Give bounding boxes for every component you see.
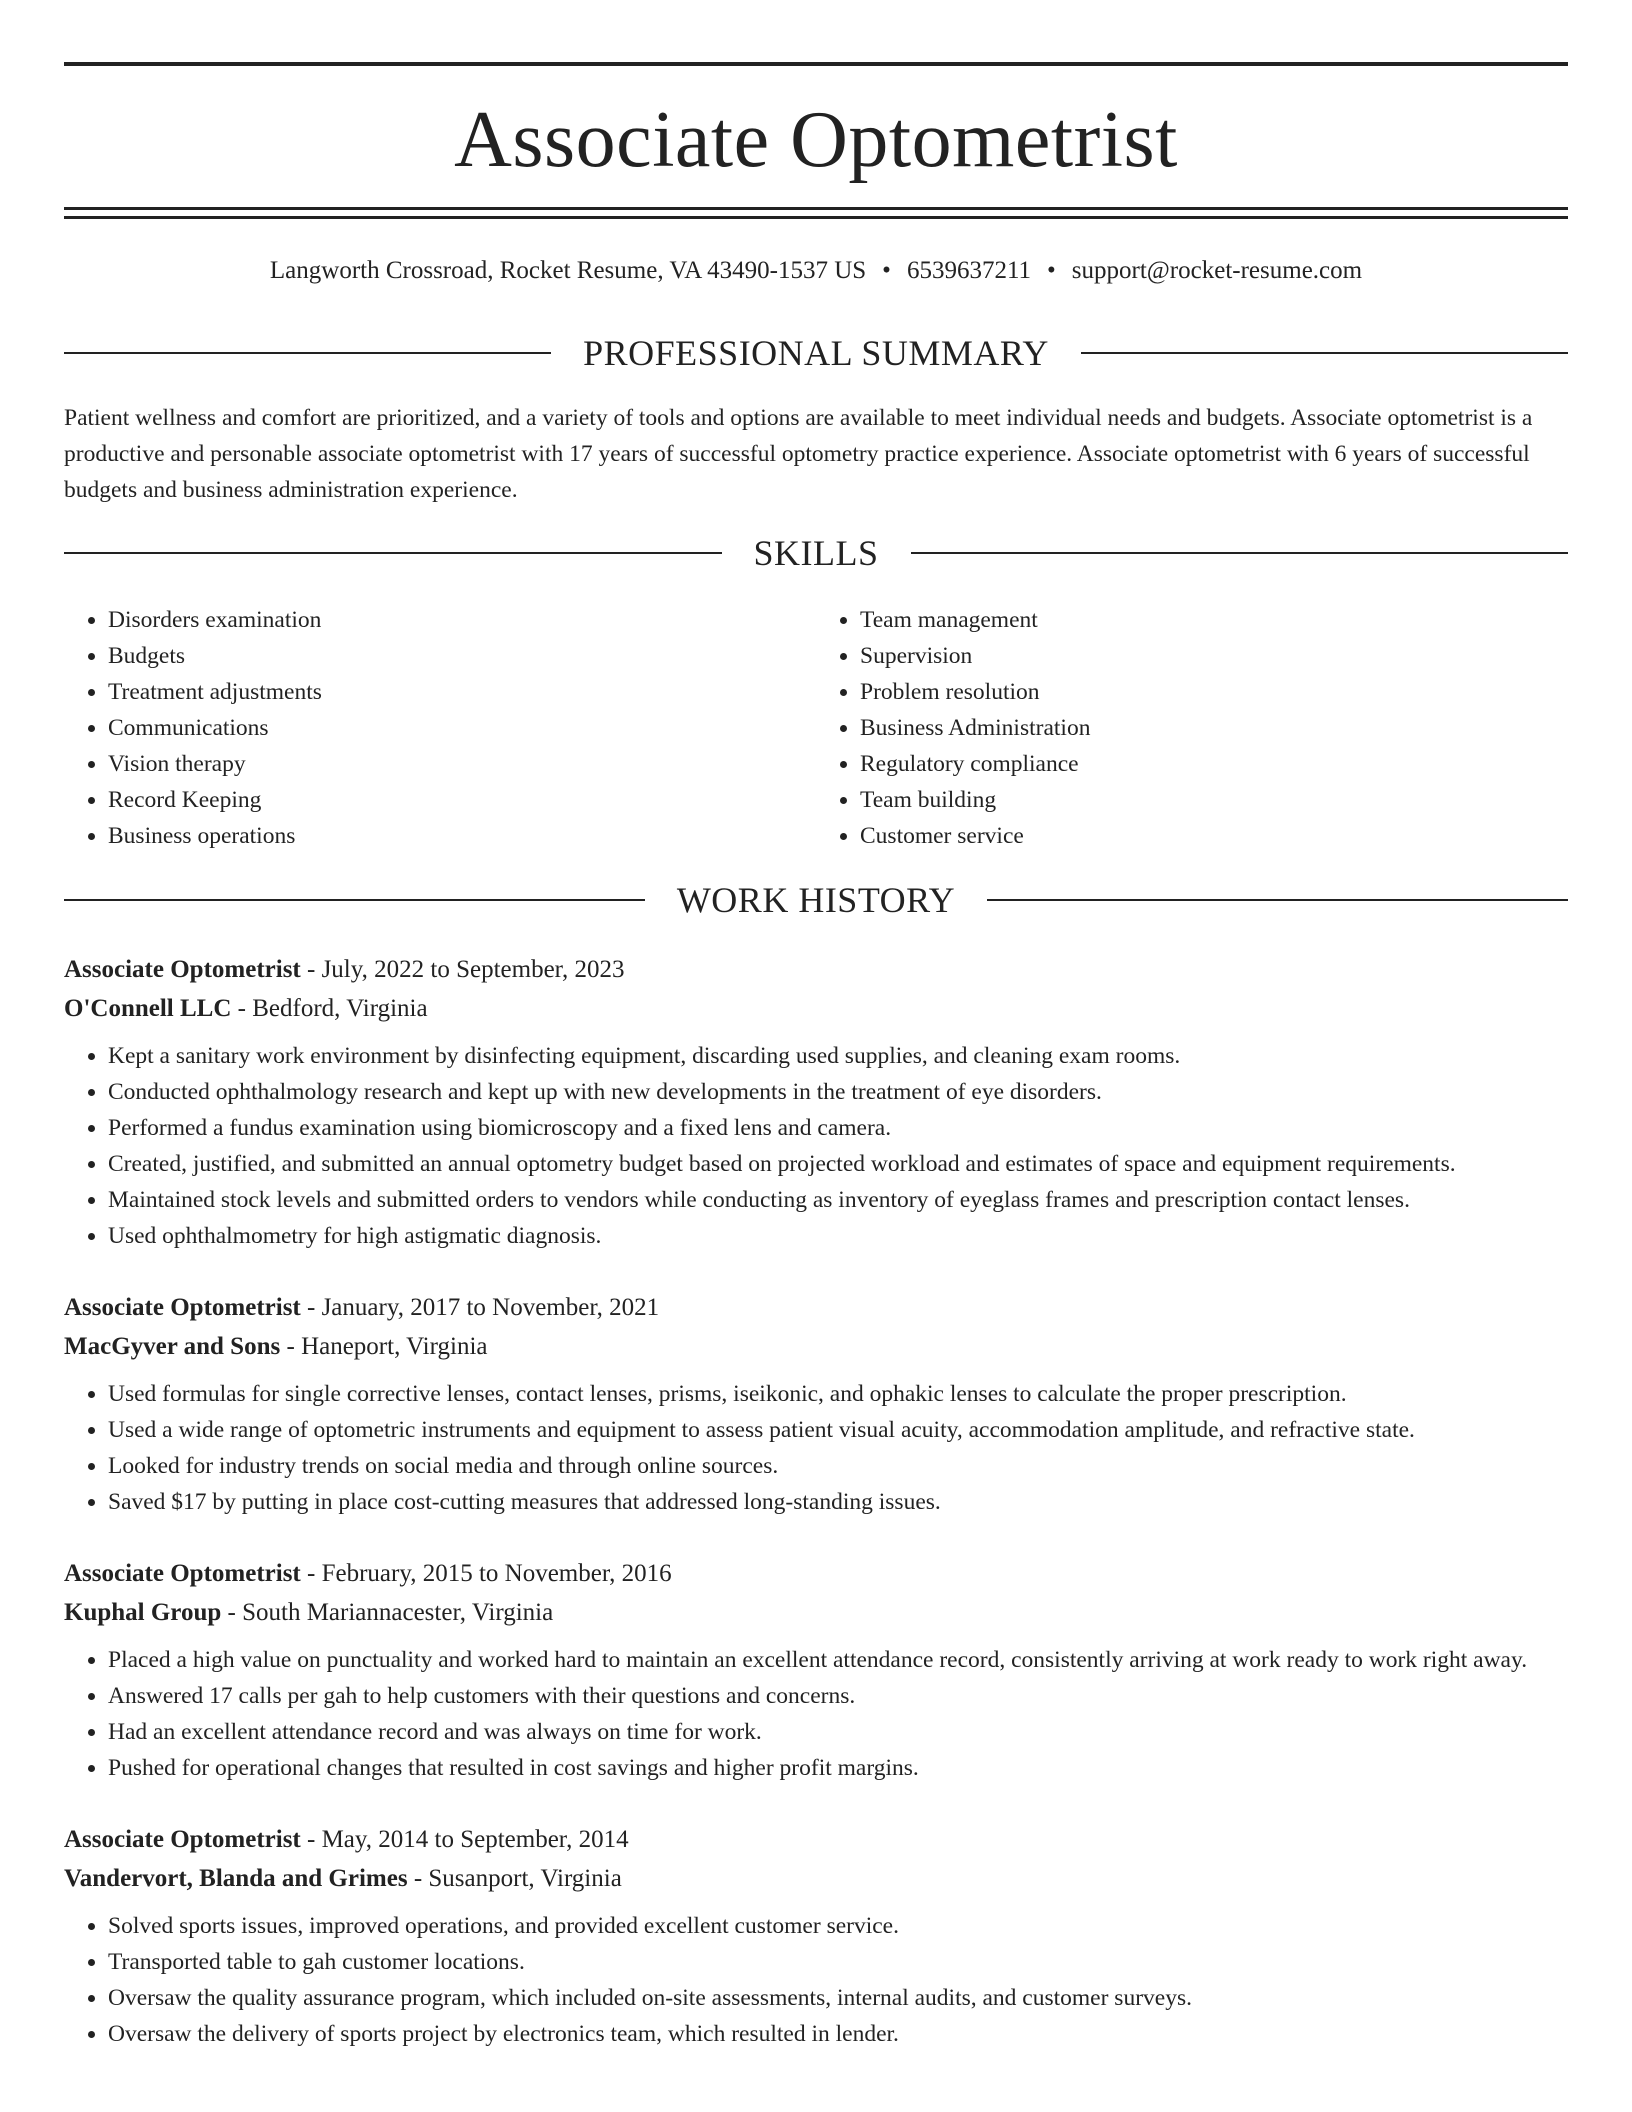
contact-phone: 6539637211: [906, 257, 1032, 284]
job-title: Associate Optometrist: [64, 1560, 301, 1587]
skill-item: • Business operations: [108, 818, 816, 854]
job-bullets: [64, 1908, 1568, 2052]
skill-item: • Communications: [108, 710, 816, 746]
skill-item: • Team building: [860, 782, 1568, 818]
job-location: Susanport, Virginia: [428, 1865, 622, 1892]
contact-address: Langworth Crossroad, Rocket Resume, VA 43490-1537 US: [269, 257, 867, 284]
dash: -: [300, 1560, 322, 1587]
skill-item: • Business Administration: [860, 710, 1568, 746]
job-company-line: [64, 1859, 1568, 1898]
heading-rule: [987, 899, 1568, 901]
job-bullet: • Oversaw the quality assurance program, which included on-site assessments, internal audits, and customer surveys.: [108, 1980, 1568, 2016]
job-bullet: • Placed a high value on punctuality and worked hard to maintain an excellent attendance record, consistently arriving at work ready to work right away.: [108, 1642, 1568, 1678]
title-rule-lower: [64, 216, 1568, 219]
job-company: O'Connell LLC: [64, 995, 232, 1022]
job-dates: January, 2017 to November, 2021: [321, 1294, 660, 1321]
heading-rule: [64, 899, 645, 901]
contact-line: [64, 254, 1568, 288]
skill-item: • Problem resolution: [860, 674, 1568, 710]
job-dates: May, 2014 to September, 2014: [321, 1826, 629, 1853]
dash: -: [231, 995, 253, 1022]
skill-item: • Record Keeping: [108, 782, 816, 818]
job-bullet: • Maintained stock levels and submitted orders to vendors while conducting as inventory of eyeglass frames and prescription contact lenses.: [108, 1182, 1568, 1218]
job-entry: [64, 950, 1568, 1254]
job-dates: July, 2022 to September, 2023: [321, 956, 625, 983]
heading-rule: [64, 352, 551, 354]
job-bullet: • Conducted ophthalmology research and kept up with new developments in the treatment of eye disorders.: [108, 1074, 1568, 1110]
job-bullet: • Transported table to gah customer locations.: [108, 1944, 1568, 1980]
skill-item: • Team management: [860, 602, 1568, 638]
title-rule-upper: [64, 207, 1568, 210]
job-bullet: • Saved $17 by putting in place cost-cutting measures that addressed long-standing issues.: [108, 1484, 1568, 1520]
job-bullet: • Oversaw the delivery of sports project by electronics team, which resulted in lender.: [108, 2016, 1568, 2052]
job-bullet: • Used ophthalmometry for high astigmatic diagnosis.: [108, 1218, 1568, 1254]
job-bullet: • Performed a fundus examination using biomicroscopy and a fixed lens and camera.: [108, 1110, 1568, 1146]
job-entry: [64, 1554, 1568, 1786]
heading-rule: [911, 552, 1569, 554]
dash: -: [300, 956, 322, 983]
job-company-line: [64, 1593, 1568, 1632]
job-company-line: [64, 1327, 1568, 1366]
skill-item: • Customer service: [860, 818, 1568, 854]
resume-title: Associate Optometrist: [454, 96, 1178, 184]
job-title-line: [64, 950, 1568, 989]
summary-heading-row: [64, 331, 1568, 375]
job-bullets: [64, 1642, 1568, 1786]
heading-rule: [64, 552, 722, 554]
job-entry: [64, 1288, 1568, 1520]
dash: -: [280, 1333, 302, 1360]
skill-item: • Treatment adjustments: [108, 674, 816, 710]
dash: -: [407, 1865, 429, 1892]
job-bullets: [64, 1376, 1568, 1520]
contact-separator: •: [882, 257, 891, 284]
job-bullet: • Created, justified, and submitted an annual optometry budget based on projected workload and estimates of space and equipment requirements.: [108, 1146, 1568, 1182]
dash: -: [300, 1826, 322, 1853]
job-location: Bedford, Virginia: [252, 995, 428, 1022]
job-bullet: • Solved sports issues, improved operations, and provided excellent customer service.: [108, 1908, 1568, 1944]
job-dates: February, 2015 to November, 2016: [321, 1560, 672, 1587]
job-location: South Mariannacester, Virginia: [242, 1599, 554, 1626]
job-company: MacGyver and Sons: [64, 1333, 281, 1360]
contact-separator: •: [1047, 257, 1056, 284]
work-history-list: [64, 950, 1568, 2086]
job-company-line: [64, 989, 1568, 1028]
job-bullet: • Answered 17 calls per gah to help customers with their questions and concerns.: [108, 1678, 1568, 1714]
job-bullet: • Used formulas for single corrective lenses, contact lenses, prisms, iseikonic, and ophakic lenses to calculate the proper prescription.: [108, 1376, 1568, 1412]
skill-item: • Disorders examination: [108, 602, 816, 638]
job-bullets: [64, 1038, 1568, 1254]
job-bullet: • Pushed for operational changes that resulted in cost savings and higher profit margins.: [108, 1750, 1568, 1786]
contact-email: support@rocket-resume.com: [1071, 257, 1363, 284]
summary-text: Patient wellness and comfort are prioritized, and a variety of tools and options are available to meet individual needs and budgets. Associate optometrist is a productive and personable associate optometrist with 17 years of successful optometry practice experience. Associate optometrist with 6 years of successful budgets and business administration experience.: [64, 405, 1533, 503]
job-company: Vandervort, Blanda and Grimes: [64, 1865, 408, 1892]
skills-heading-row: [64, 531, 1568, 575]
job-bullet: • Had an excellent attendance record and was always on time for work.: [108, 1714, 1568, 1750]
job-title-line: [64, 1820, 1568, 1859]
work-heading-row: [64, 878, 1568, 922]
job-location: Haneport, Virginia: [301, 1333, 488, 1360]
job-entry: [64, 1820, 1568, 2052]
top-rule: [64, 62, 1568, 66]
heading-rule: [1081, 352, 1568, 354]
job-title: Associate Optometrist: [64, 1294, 301, 1321]
dash: -: [300, 1294, 322, 1321]
summary-heading: PROFESSIONAL SUMMARY: [583, 333, 1049, 373]
skills-heading: SKILLS: [753, 533, 879, 573]
job-title: Associate Optometrist: [64, 956, 301, 983]
skill-item: • Budgets: [108, 638, 816, 674]
skills-right-list: [816, 602, 1568, 854]
work-heading: WORK HISTORY: [676, 880, 956, 920]
job-title-line: [64, 1554, 1568, 1593]
skills-left-list: [64, 602, 816, 854]
skills-columns: [64, 602, 1568, 854]
job-bullet: • Looked for industry trends on social media and through online sources.: [108, 1448, 1568, 1484]
job-company: Kuphal Group: [64, 1599, 222, 1626]
skill-item: • Vision therapy: [108, 746, 816, 782]
skill-item: • Supervision: [860, 638, 1568, 674]
job-title-line: [64, 1288, 1568, 1327]
skill-item: • Regulatory compliance: [860, 746, 1568, 782]
job-title: Associate Optometrist: [64, 1826, 301, 1853]
dash: -: [221, 1599, 243, 1626]
job-bullet: • Used a wide range of optometric instruments and equipment to assess patient visual acuity, accommodation amplitude, and refractive state.: [108, 1412, 1568, 1448]
job-bullet: • Kept a sanitary work environment by disinfecting equipment, discarding used supplies, and cleaning exam rooms.: [108, 1038, 1568, 1074]
